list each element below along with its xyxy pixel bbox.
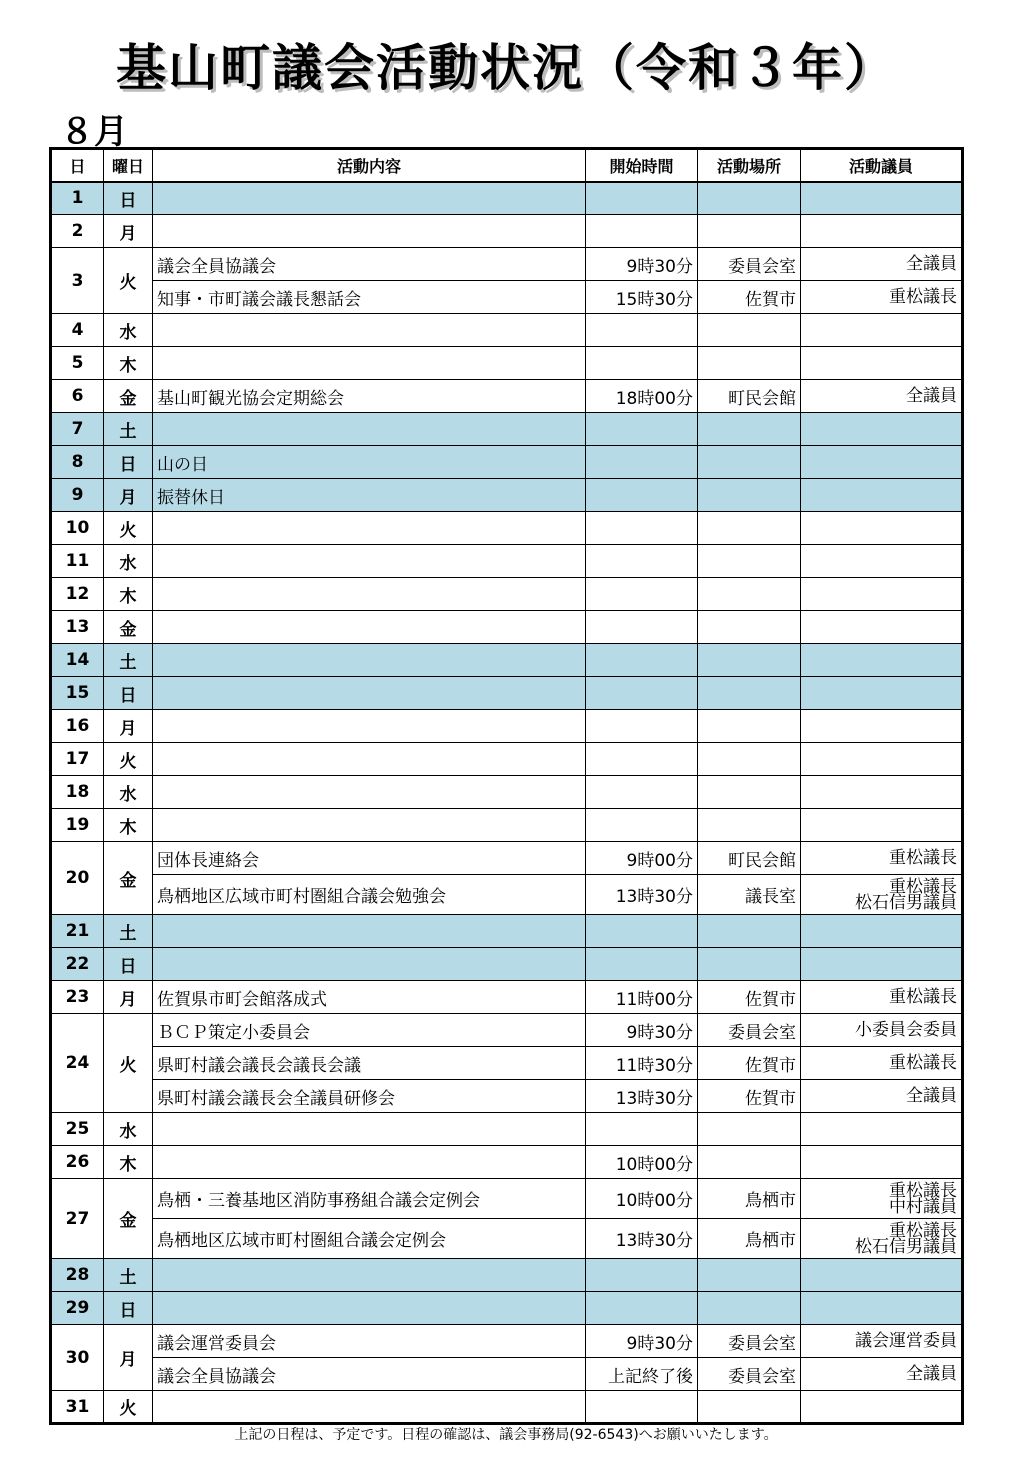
start-time-cell <box>586 915 698 948</box>
weekday-cell: 水 <box>104 314 153 347</box>
weekday-cell: 金 <box>104 842 153 915</box>
activity-cell <box>153 611 586 644</box>
member-cell <box>801 677 963 710</box>
start-time-cell: 9時30分 <box>586 1014 698 1047</box>
schedule-row <box>51 479 963 512</box>
day-cell: 11 <box>51 545 104 578</box>
weekday-cell: 月 <box>104 1325 153 1391</box>
activity-cell <box>153 215 586 248</box>
weekday-cell: 金 <box>104 611 153 644</box>
schedule-row <box>51 1259 963 1292</box>
activity-cell <box>153 347 586 380</box>
member-name: 全議員 <box>906 1086 957 1106</box>
member-name: 重松議長 <box>889 876 957 897</box>
start-time-cell <box>586 182 698 215</box>
start-time-cell <box>586 1292 698 1325</box>
weekday-cell: 火 <box>104 743 153 776</box>
weekday-cell: 日 <box>104 182 153 215</box>
activity-cell <box>153 1113 586 1146</box>
weekday-cell: 月 <box>104 981 153 1014</box>
member-cell <box>801 413 963 446</box>
member-cell <box>801 1146 963 1179</box>
start-time-cell: 18時00分 <box>586 380 698 413</box>
start-time-cell <box>586 776 698 809</box>
member-name: 全議員 <box>906 254 957 274</box>
activity-cell: 議会全員協議会 <box>153 248 586 281</box>
activity-cell <box>153 644 586 677</box>
schedule-row <box>51 915 963 948</box>
schedule-row <box>51 611 963 644</box>
schedule-row <box>51 948 963 981</box>
place-cell: 委員会室 <box>698 1358 801 1391</box>
schedule-row <box>51 1113 963 1146</box>
weekday-cell: 土 <box>104 1259 153 1292</box>
day-cell: 24 <box>51 1014 104 1113</box>
start-time-cell <box>586 578 698 611</box>
day-cell: 6 <box>51 380 104 413</box>
schedule-row <box>51 314 963 347</box>
member-cell <box>801 1325 963 1358</box>
member-name: 全議員 <box>906 386 957 406</box>
member-cell <box>801 875 963 915</box>
activity-cell <box>153 710 586 743</box>
day-cell: 4 <box>51 314 104 347</box>
schedule-row <box>51 545 963 578</box>
place-cell <box>698 347 801 380</box>
schedule-row <box>51 842 963 875</box>
start-time-cell: 11時00分 <box>586 981 698 1014</box>
schedule-row <box>51 1391 963 1424</box>
day-cell: 2 <box>51 215 104 248</box>
day-cell: 14 <box>51 644 104 677</box>
place-cell <box>698 644 801 677</box>
start-time-cell <box>586 677 698 710</box>
activity-cell <box>153 677 586 710</box>
schedule-row <box>51 248 963 281</box>
member-cell <box>801 743 963 776</box>
activity-cell: 県町村議会議長会議長会議 <box>153 1047 586 1080</box>
place-cell <box>698 479 801 512</box>
place-cell <box>698 545 801 578</box>
member-name: 重松議長 <box>889 1220 957 1241</box>
member-cell <box>801 446 963 479</box>
schedule-row <box>51 1146 963 1179</box>
place-cell: 委員会室 <box>698 248 801 281</box>
start-time-cell <box>586 611 698 644</box>
activity-cell: 基山町観光協会定期総会 <box>153 380 586 413</box>
day-cell: 31 <box>51 1391 104 1424</box>
member-cell <box>801 215 963 248</box>
start-time-cell <box>586 479 698 512</box>
place-cell <box>698 677 801 710</box>
schedule-row <box>51 1014 963 1047</box>
day-cell: 26 <box>51 1146 104 1179</box>
place-cell <box>698 776 801 809</box>
member-name: 松石信男議員 <box>855 892 957 913</box>
start-time-cell: 13時30分 <box>586 875 698 915</box>
weekday-cell: 木 <box>104 809 153 842</box>
member-cell <box>801 842 963 875</box>
place-cell <box>698 1391 801 1424</box>
member-cell <box>801 1047 963 1080</box>
activity-cell <box>153 948 586 981</box>
day-cell: 7 <box>51 413 104 446</box>
member-cell <box>801 1358 963 1391</box>
start-time-cell <box>586 948 698 981</box>
schedule-row <box>51 809 963 842</box>
start-time-cell <box>586 1113 698 1146</box>
weekday-cell: 日 <box>104 677 153 710</box>
member-name: 全議員 <box>906 1364 957 1384</box>
weekday-cell: 月 <box>104 479 153 512</box>
member-cell <box>801 347 963 380</box>
header-row <box>51 149 963 182</box>
member-cell <box>801 915 963 948</box>
place-cell: 佐賀市 <box>698 1080 801 1113</box>
footer-note: 上記の日程は、予定です。日程の確認は、議会事務局(92-6543)へお願いいたします。 <box>234 1427 778 1443</box>
header-content: 活動内容 <box>153 149 586 182</box>
place-cell <box>698 948 801 981</box>
member-cell <box>801 809 963 842</box>
schedule-row <box>51 182 963 215</box>
start-time-cell <box>586 446 698 479</box>
weekday-cell: 日 <box>104 446 153 479</box>
member-name: 松石信男議員 <box>855 1236 957 1257</box>
place-cell <box>698 743 801 776</box>
schedule-body <box>51 182 963 1424</box>
day-cell: 5 <box>51 347 104 380</box>
weekday-cell: 土 <box>104 915 153 948</box>
weekday-cell: 水 <box>104 1113 153 1146</box>
start-time-cell: 13時30分 <box>586 1080 698 1113</box>
member-cell <box>801 182 963 215</box>
place-cell: 町民会館 <box>698 842 801 875</box>
member-cell <box>801 1080 963 1113</box>
day-cell: 25 <box>51 1113 104 1146</box>
day-cell: 22 <box>51 948 104 981</box>
member-cell <box>801 981 963 1014</box>
day-cell: 27 <box>51 1179 104 1259</box>
activity-cell <box>153 182 586 215</box>
member-cell <box>801 248 963 281</box>
weekday-cell: 日 <box>104 1292 153 1325</box>
header-day: 日 <box>51 149 104 182</box>
activity-cell <box>153 809 586 842</box>
place-cell <box>698 215 801 248</box>
start-time-cell <box>586 1259 698 1292</box>
member-cell <box>801 611 963 644</box>
schedule-row <box>51 281 963 314</box>
schedule-row <box>51 644 963 677</box>
activity-cell: 振替休日 <box>153 479 586 512</box>
activity-cell <box>153 1292 586 1325</box>
day-cell: 18 <box>51 776 104 809</box>
weekday-cell: 金 <box>104 1179 153 1259</box>
activity-cell: 団体長連絡会 <box>153 842 586 875</box>
day-cell: 23 <box>51 981 104 1014</box>
member-cell <box>801 512 963 545</box>
member-cell <box>801 1391 963 1424</box>
activity-cell <box>153 1391 586 1424</box>
activity-cell <box>153 743 586 776</box>
member-cell <box>801 1113 963 1146</box>
day-cell: 15 <box>51 677 104 710</box>
start-time-cell <box>586 215 698 248</box>
schedule-row <box>51 413 963 446</box>
schedule-row <box>51 215 963 248</box>
member-cell <box>801 545 963 578</box>
member-cell <box>801 948 963 981</box>
activity-cell: 鳥栖地区広域市町村圏組合議会定例会 <box>153 1219 586 1259</box>
weekday-cell: 土 <box>104 413 153 446</box>
weekday-cell: 月 <box>104 710 153 743</box>
schedule-row <box>51 1292 963 1325</box>
member-name: 重松議長 <box>889 987 957 1007</box>
day-cell: 30 <box>51 1325 104 1391</box>
member-cell <box>801 1179 963 1219</box>
place-cell <box>698 578 801 611</box>
schedule-row <box>51 1179 963 1219</box>
start-time-cell <box>586 413 698 446</box>
member-name: 中村議員 <box>889 1196 957 1217</box>
weekday-cell: 水 <box>104 776 153 809</box>
schedule-row <box>51 446 963 479</box>
place-cell: 佐賀市 <box>698 281 801 314</box>
activity-cell <box>153 578 586 611</box>
schedule-row <box>51 776 963 809</box>
schedule-row <box>51 981 963 1014</box>
place-cell <box>698 446 801 479</box>
place-cell <box>698 1259 801 1292</box>
start-time-cell <box>586 809 698 842</box>
activity-cell: 佐賀県市町会館落成式 <box>153 981 586 1014</box>
schedule-row <box>51 1219 963 1259</box>
start-time-cell: 9時30分 <box>586 248 698 281</box>
activity-cell <box>153 776 586 809</box>
activity-cell: 山の日 <box>153 446 586 479</box>
day-cell: 9 <box>51 479 104 512</box>
schedule-row <box>51 1358 963 1391</box>
member-cell <box>801 479 963 512</box>
start-time-cell <box>586 1391 698 1424</box>
activity-cell: ＢＣＰ策定小委員会 <box>153 1014 586 1047</box>
start-time-cell <box>586 512 698 545</box>
day-cell: 29 <box>51 1292 104 1325</box>
weekday-cell: 木 <box>104 1146 153 1179</box>
header-place: 活動場所 <box>698 149 801 182</box>
schedule-row <box>51 710 963 743</box>
schedule-row <box>51 677 963 710</box>
start-time-cell: 9時00分 <box>586 842 698 875</box>
start-time-cell: 11時30分 <box>586 1047 698 1080</box>
start-time-cell: 9時30分 <box>586 1325 698 1358</box>
start-time-cell <box>586 545 698 578</box>
member-cell <box>801 380 963 413</box>
place-cell: 鳥栖市 <box>698 1179 801 1219</box>
weekday-cell: 土 <box>104 644 153 677</box>
day-cell: 1 <box>51 182 104 215</box>
place-cell <box>698 314 801 347</box>
schedule-row <box>51 1325 963 1358</box>
member-cell <box>801 776 963 809</box>
start-time-cell: 10時00分 <box>586 1146 698 1179</box>
header-time: 開始時間 <box>586 149 698 182</box>
page-title: 基山町議会活動状況（令和３年） <box>116 39 896 97</box>
activity-cell <box>153 1259 586 1292</box>
schedule-row <box>51 1047 963 1080</box>
member-name: 重松議長 <box>889 848 957 868</box>
weekday-cell: 金 <box>104 380 153 413</box>
schedule-row <box>51 347 963 380</box>
day-cell: 19 <box>51 809 104 842</box>
schedule-row <box>51 875 963 915</box>
activity-cell: 鳥栖・三養基地区消防事務組合議会定例会 <box>153 1179 586 1219</box>
activity-cell <box>153 413 586 446</box>
place-cell: 委員会室 <box>698 1325 801 1358</box>
member-name: 小委員会委員 <box>855 1020 957 1040</box>
member-cell <box>801 314 963 347</box>
start-time-cell: 上記終了後 <box>586 1358 698 1391</box>
activity-cell: 知事・市町議会議長懇話会 <box>153 281 586 314</box>
activity-cell: 県町村議会議長会全議員研修会 <box>153 1080 586 1113</box>
place-cell <box>698 1113 801 1146</box>
activity-cell: 鳥栖地区広域市町村圏組合議会勉強会 <box>153 875 586 915</box>
day-cell: 16 <box>51 710 104 743</box>
weekday-cell: 火 <box>104 1391 153 1424</box>
schedule-row <box>51 1080 963 1113</box>
start-time-cell: 13時30分 <box>586 1219 698 1259</box>
weekday-cell: 火 <box>104 248 153 314</box>
member-cell <box>801 578 963 611</box>
activity-cell: 議会運営委員会 <box>153 1325 586 1358</box>
member-cell <box>801 281 963 314</box>
day-cell: 13 <box>51 611 104 644</box>
place-cell <box>698 710 801 743</box>
day-cell: 3 <box>51 248 104 314</box>
member-name: 重松議長 <box>889 287 957 307</box>
activity-cell <box>153 314 586 347</box>
activity-cell <box>153 915 586 948</box>
member-cell <box>801 1219 963 1259</box>
place-cell <box>698 413 801 446</box>
place-cell: 鳥栖市 <box>698 1219 801 1259</box>
day-cell: 10 <box>51 512 104 545</box>
day-cell: 21 <box>51 915 104 948</box>
schedule-row <box>51 578 963 611</box>
start-time-cell <box>586 710 698 743</box>
place-cell <box>698 611 801 644</box>
weekday-cell: 木 <box>104 347 153 380</box>
weekday-cell: 日 <box>104 948 153 981</box>
member-name: 議会運営委員 <box>855 1331 957 1351</box>
weekday-cell: 水 <box>104 545 153 578</box>
member-name: 重松議長 <box>889 1053 957 1073</box>
header-weekday: 曜日 <box>104 149 153 182</box>
place-cell <box>698 1146 801 1179</box>
weekday-cell: 火 <box>104 1014 153 1113</box>
day-cell: 17 <box>51 743 104 776</box>
start-time-cell <box>586 347 698 380</box>
weekday-cell: 火 <box>104 512 153 545</box>
start-time-cell: 10時00分 <box>586 1179 698 1219</box>
activity-cell <box>153 1146 586 1179</box>
header-member: 活動議員 <box>801 149 963 182</box>
day-cell: 8 <box>51 446 104 479</box>
place-cell: 議長室 <box>698 875 801 915</box>
member-cell <box>801 1014 963 1047</box>
weekday-cell: 木 <box>104 578 153 611</box>
place-cell <box>698 182 801 215</box>
member-cell <box>801 1292 963 1325</box>
place-cell: 町民会館 <box>698 380 801 413</box>
weekday-cell: 月 <box>104 215 153 248</box>
activity-cell <box>153 512 586 545</box>
day-cell: 28 <box>51 1259 104 1292</box>
place-cell <box>698 512 801 545</box>
day-cell: 12 <box>51 578 104 611</box>
schedule-row <box>51 512 963 545</box>
schedule-row <box>51 743 963 776</box>
start-time-cell <box>586 314 698 347</box>
place-cell <box>698 915 801 948</box>
place-cell: 委員会室 <box>698 1014 801 1047</box>
place-cell: 佐賀市 <box>698 1047 801 1080</box>
day-cell: 20 <box>51 842 104 915</box>
schedule-table <box>49 147 964 1425</box>
activity-cell <box>153 545 586 578</box>
start-time-cell: 15時30分 <box>586 281 698 314</box>
activity-cell: 議会全員協議会 <box>153 1358 586 1391</box>
place-cell <box>698 1292 801 1325</box>
month-heading: ８月 <box>60 112 128 152</box>
start-time-cell <box>586 743 698 776</box>
schedule-row <box>51 380 963 413</box>
place-cell: 佐賀市 <box>698 981 801 1014</box>
member-cell <box>801 710 963 743</box>
member-cell <box>801 1259 963 1292</box>
place-cell <box>698 809 801 842</box>
start-time-cell <box>586 644 698 677</box>
member-name: 重松議長 <box>889 1180 957 1201</box>
member-cell <box>801 644 963 677</box>
